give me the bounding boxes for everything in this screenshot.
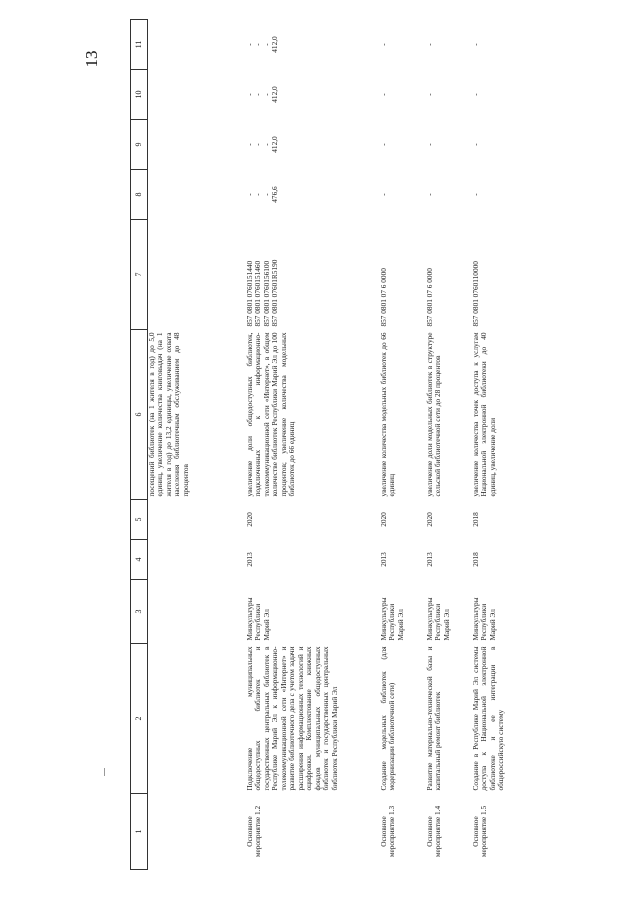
value-cell-9 [246,120,380,170]
value-cell-10: - [379,93,388,96]
value-cell-8 [246,170,380,220]
value: 412,0 [270,36,280,53]
table-row [246,20,380,870]
budget-code: 857 0801 07 6 0000 [425,268,434,327]
table-row [380,20,426,870]
end-year-cell: 2018 [471,512,480,527]
header-col-7: 7 [131,220,148,330]
budget-code: 857 0801 07 6 0000 [379,268,388,327]
executor-cell: Минкультуры Республики Марий Эл [425,597,451,641]
header-col-1: 1 [131,794,148,870]
value-cell-10: - [425,93,434,96]
header-col-3: 3 [131,580,148,644]
value-cell-9: - [471,143,480,146]
page-number: 13 [82,50,101,68]
value: - [245,43,254,46]
value: - [253,143,263,146]
header-col-2: 2 [131,644,148,794]
start-year-cell: 2013 [425,552,434,567]
budget-code: 857 0801 0760151440 [245,260,254,327]
value-cell-9: - [425,143,434,146]
value-cell-10 [246,70,380,120]
rotated-table-container [130,20,600,870]
indicator-cell: посещений библиотек (на 1 жителя в год) до 5,0 единиц, увеличение количества книговыдач (на 1 жителя в год) до 13,2 единицы, увеличение охвата населения библиотечным обслуживанием до 48 процентов [147,332,190,497]
value-cell-11: - [471,43,480,46]
header-col-4: 4 [131,540,148,580]
budget-code-cell [246,220,380,330]
budget-code-cell [472,220,528,330]
value: - [261,93,271,96]
budget-code-cell [380,220,426,330]
header-col-5: 5 [131,500,148,540]
budget-code: 857 0801 0760156100 [261,260,271,327]
header-row [131,20,148,870]
budget-code-cell [426,220,472,330]
start-year-cell: 2013 [379,552,388,567]
value: 476,6 [270,186,280,203]
header-col-6: 6 [131,330,148,500]
indicator-cell: увеличение количества модельных библиотек до 66 единиц [379,332,397,497]
activity-id-cell: Основное мероприятие 1.5 [471,805,489,858]
header-col-10: 10 [131,70,148,120]
value-cell-8: - [425,193,434,196]
value: - [261,43,271,46]
activity-id-cell: Основное мероприятие 1.2 [245,805,263,858]
program-activities-table [130,19,528,870]
table-row [472,20,528,870]
value-cell-11 [246,20,380,70]
value: 412,0 [270,136,280,153]
value: - [245,193,254,196]
value-cell-10: - [471,93,480,96]
value: - [261,193,271,196]
end-year-cell: 2020 [379,512,388,527]
indicator-cell: увеличение доли модельных библиотек в структуре сельской библиотечной сети до 28 процентов [425,332,443,497]
value-cell-8: - [471,193,480,196]
indicator-cell: увеличение доли общедоступных библиотек, подключенных к информационно-телекоммуникационной сети «Интернет», в общем количестве библиотек Республики Марий Эл до 100 процентов; увеличение количества модельных библиотек до 66 единиц [245,332,297,497]
budget-code: 857 0801 0760110000 [471,261,480,327]
header-col-9: 9 [131,120,148,170]
header-col-8: 8 [131,170,148,220]
value: - [253,43,263,46]
table-row-continuation [148,20,247,870]
activity-name-cell: Подключение муниципальных общедоступных библиотек и государственных центральных библиотек в Республике Марий Эл к информационно-телекоммуникационной сети «Интернет» и развитие библиотечного дела с учетом задачи расширения информационных технологий и оцифровки. Комплектование книжных фондов муниципальных общедоступных библиотек и государственных центральных библиотек Республики Марий Эл [245,646,339,791]
header-col-11: 11 [131,20,148,70]
value: - [245,143,254,146]
activity-id-cell: Основное мероприятие 1.4 [425,805,443,858]
end-year-cell: 2020 [245,512,254,527]
executor-cell: Минкультуры Республики Марий Эл [471,597,497,641]
end-year-cell: 2020 [425,512,434,527]
start-year-cell: 2013 [245,552,254,567]
value-cell-8: - [379,193,388,196]
executor-cell: Минкультуры Республики Марий Эл [379,597,405,641]
value: - [261,143,271,146]
value-cell-11: - [379,43,388,46]
activity-name-cell: Развитие материально-технической базы и капитальный ремонт библиотек [425,646,443,791]
value: - [245,93,254,96]
value: - [253,93,263,96]
value-cell-11: - [425,43,434,46]
activity-name-cell: Создание модельных библиотек (для модернизации библиотечной сети) [379,646,397,791]
indicator-cell: увеличение количества точек доступа к услугам Национальной электронной библиотеки до 40 единиц, увеличение доли [471,332,497,497]
budget-code: 857 0801 07601R5190 [270,259,280,327]
table-row [426,20,472,870]
value-cell-9: - [379,143,388,146]
start-year-cell: 2018 [471,552,480,567]
value: 412,0 [270,86,280,103]
margin-mark [104,768,105,776]
executor-cell: Минкультуры Республики Марий Эл [245,597,271,641]
budget-code: 857 0801 0760151460 [253,260,263,327]
activity-id-cell: Основное мероприятие 1.3 [379,805,397,858]
activity-name-cell: Создание в Республике Марий Эл системы доступа к Национальной электронной библиотеке и ее интеграции в общероссийскую систему [471,646,506,791]
value: - [253,193,263,196]
